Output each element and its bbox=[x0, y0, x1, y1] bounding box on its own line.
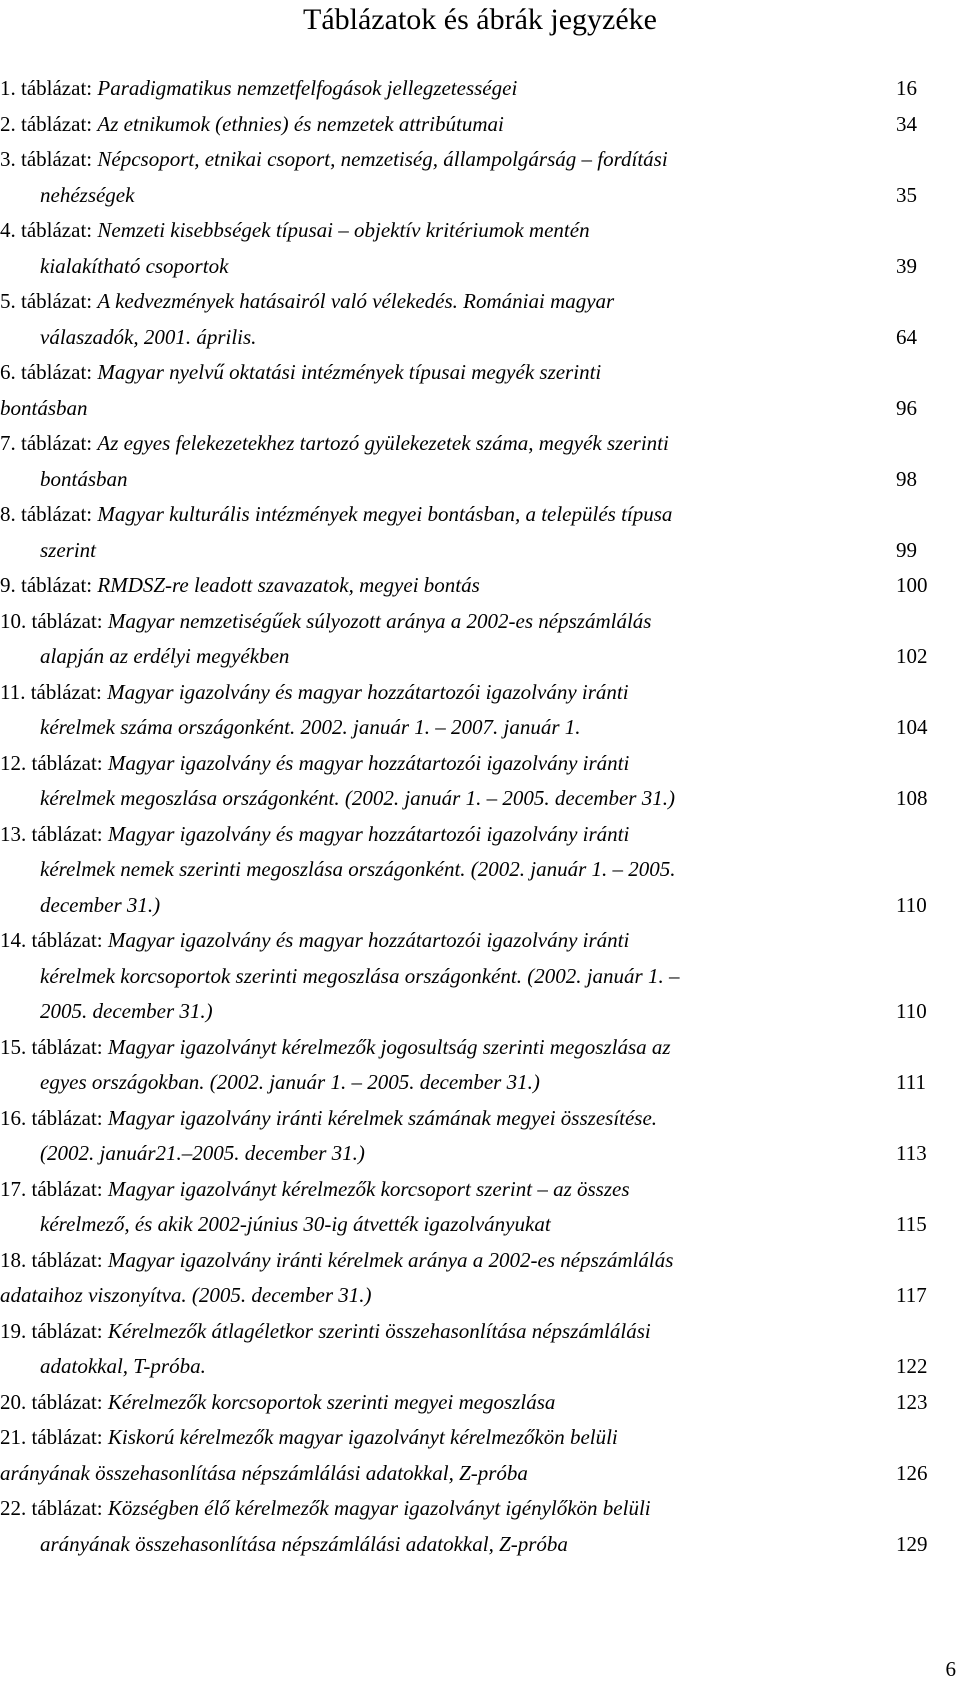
toc-entry-title: adataihoz viszonyítva. (2005. december 31.) bbox=[0, 1283, 372, 1307]
toc-entry-page-number: 98 bbox=[896, 466, 917, 491]
toc-entry-title: kialakítható csoportok bbox=[40, 253, 229, 278]
toc-entry-title: válaszadók, 2001. április. bbox=[40, 324, 257, 349]
toc-entry-label: 9. táblázat: bbox=[0, 573, 93, 597]
toc-entry-title: kérelmező, és akik 2002-június 30-ig átvették igazolványukat bbox=[40, 1212, 551, 1236]
toc-entry-line bbox=[0, 1491, 960, 1527]
toc-entry-line bbox=[0, 355, 960, 391]
toc-entry-title: Magyar igazolvány iránti kérelmek aránya a 2002-es népszámlálás bbox=[107, 1247, 674, 1272]
toc-entry-title: Kiskorú kérelmezők magyar igazolványt kérelmezőkön belüli bbox=[107, 1425, 618, 1449]
toc-entry-title: Magyar igazolvány és magyar hozzátartozói igazolvány iránti bbox=[107, 750, 630, 775]
toc-entry-line bbox=[0, 142, 960, 178]
toc-entry-line bbox=[0, 959, 960, 995]
toc-entry bbox=[0, 1172, 960, 1243]
toc-entry-page-number: 129 bbox=[896, 1531, 928, 1556]
toc-entry-line bbox=[0, 781, 960, 817]
toc-entry bbox=[0, 1101, 960, 1172]
toc-entry-line bbox=[0, 994, 960, 1030]
toc-entry-line bbox=[0, 249, 960, 285]
toc-entry-page-number: 39 bbox=[896, 253, 917, 278]
toc-entry-line bbox=[0, 1243, 960, 1279]
toc-entry-page-number: 117 bbox=[896, 1283, 927, 1307]
toc-entry-label: 20. táblázat: bbox=[0, 1389, 103, 1414]
toc-entry-page-number: 34 bbox=[896, 111, 917, 136]
toc-entry-line bbox=[0, 462, 960, 498]
toc-entry-line bbox=[0, 817, 960, 853]
toc-entry bbox=[0, 497, 960, 568]
toc-entry-line bbox=[0, 1385, 960, 1421]
toc-entry-line bbox=[0, 604, 960, 640]
toc-entry-line bbox=[0, 284, 960, 320]
toc-entry-title: RMDSZ-re leadott szavazatok, megyei bontás bbox=[97, 573, 480, 597]
toc-entry bbox=[0, 1314, 960, 1385]
toc-entry-page-number: 100 bbox=[896, 573, 928, 597]
toc-entry-line bbox=[0, 639, 960, 675]
page-title: Táblázatok és ábrák jegyzéke bbox=[303, 3, 657, 36]
toc-entry-page-number: 126 bbox=[896, 1460, 928, 1485]
toc-entry bbox=[0, 426, 960, 497]
toc-entry-line bbox=[0, 888, 960, 924]
toc-entry-page-number: 108 bbox=[896, 786, 928, 810]
toc-entry bbox=[0, 107, 960, 143]
toc-entry-label: 21. táblázat: bbox=[0, 1425, 103, 1449]
toc-entry-label: 4. táblázat: bbox=[0, 218, 93, 242]
toc-entry bbox=[0, 604, 960, 675]
toc-entry-page-number: 104 bbox=[896, 715, 928, 739]
footer-page-number: 6 bbox=[945, 1657, 956, 1681]
toc-entry bbox=[0, 817, 960, 924]
toc-entry-title: Kérelmezők korcsoportok szerinti megyei megoszlása bbox=[107, 1389, 556, 1414]
toc-entry-title: adatokkal, T-próba. bbox=[40, 1354, 206, 1378]
toc-entry-label: 17. táblázat: bbox=[0, 1176, 103, 1201]
toc-entry-line bbox=[0, 533, 960, 569]
toc-entry-line bbox=[0, 1349, 960, 1385]
table-of-contents bbox=[0, 71, 960, 1562]
toc-entry-line bbox=[0, 1527, 960, 1563]
toc-entry-title: A kedvezmények hatásairól való vélekedés. Romániai magyar bbox=[97, 289, 615, 313]
toc-entry-title: Községben élő kérelmezők magyar igazolványt igénylőkön belüli bbox=[107, 1496, 651, 1520]
toc-entry-page-number: 113 bbox=[896, 1141, 927, 1165]
toc-entry-line bbox=[0, 568, 960, 604]
toc-entry-label: 13. táblázat: bbox=[0, 821, 103, 846]
toc-entry bbox=[0, 1420, 960, 1491]
toc-entry-label: 8. táblázat: bbox=[0, 502, 93, 526]
toc-entry-line bbox=[0, 497, 960, 533]
toc-entry-line bbox=[0, 746, 960, 782]
toc-entry-title: egyes országokban. (2002. január 1. – 2005. december 31.) bbox=[40, 1070, 540, 1094]
toc-entry-title: kérelmek nemek szerinti megoszlása országonként. (2002. január 1. – 2005. bbox=[40, 857, 676, 881]
toc-entry-title: arányának összehasonlítása népszámlálási adatokkal, Z-próba bbox=[0, 1460, 528, 1485]
toc-entry-title: Magyar nemzetiségűek súlyozott aránya a 2002-es népszámlálás bbox=[107, 608, 652, 633]
toc-entry-label: 12. táblázat: bbox=[0, 750, 103, 775]
toc-entry-line bbox=[0, 1314, 960, 1350]
toc-entry-label: 14. táblázat: bbox=[0, 928, 103, 952]
toc-entry-line bbox=[0, 1030, 960, 1066]
toc-entry-line bbox=[0, 852, 960, 888]
toc-entry-page-number: 115 bbox=[896, 1212, 927, 1236]
toc-entry-label: 2. táblázat: bbox=[0, 111, 93, 136]
toc-entry-title: december 31.) bbox=[40, 892, 161, 917]
toc-entry-title: nehézségek bbox=[40, 182, 135, 207]
toc-entry-page-number: 122 bbox=[896, 1354, 928, 1378]
toc-entry-page-number: 99 bbox=[896, 537, 917, 562]
toc-entry-title: Magyar nyelvű oktatási intézmények típusai megyék szerinti bbox=[97, 360, 602, 384]
toc-entry bbox=[0, 1030, 960, 1101]
toc-entry-title: Magyar igazolvány és magyar hozzátartozói igazolvány iránti bbox=[107, 928, 630, 952]
toc-entry-label: 10. táblázat: bbox=[0, 608, 103, 633]
toc-entry-title: Magyar igazolvány iránti kérelmek számának megyei összesítése. bbox=[107, 1105, 658, 1130]
toc-entry-title: Magyar igazolvány és magyar hozzátartozói igazolvány iránti bbox=[107, 679, 629, 704]
toc-entry-label: 18. táblázat: bbox=[0, 1247, 103, 1272]
toc-entry-page-number: 110 bbox=[896, 999, 927, 1023]
toc-entry-title: kérelmek megoszlása országonként. (2002. január 1. – 2005. december 31.) bbox=[40, 786, 675, 810]
toc-entry-line bbox=[0, 675, 960, 711]
toc-entry-page-number: 96 bbox=[896, 395, 917, 420]
toc-entry-label: 6. táblázat: bbox=[0, 360, 93, 384]
toc-entry-page-number: 35 bbox=[896, 182, 917, 207]
toc-entry-title: Az egyes felekezetekhez tartozó gyülekezetek száma, megyék szerinti bbox=[97, 431, 669, 455]
toc-entry-page-number: 111 bbox=[896, 1070, 926, 1094]
toc-entry-label: 15. táblázat: bbox=[0, 1034, 103, 1059]
toc-entry-line bbox=[0, 178, 960, 214]
toc-entry-label: 19. táblázat: bbox=[0, 1318, 103, 1343]
toc-entry-line bbox=[0, 71, 960, 107]
toc-entry-title: Magyar kulturális intézmények megyei bontásban, a település típusa bbox=[97, 502, 673, 526]
toc-entry-title: bontásban bbox=[0, 395, 88, 420]
toc-entry-line bbox=[0, 426, 960, 462]
toc-entry-title: kérelmek száma országonként. 2002. január 1. – 2007. január 1. bbox=[40, 715, 581, 739]
toc-entry-title: Az etnikumok (ethnies) és nemzetek attribútumai bbox=[97, 111, 504, 136]
toc-entry bbox=[0, 142, 960, 213]
toc-entry-page-number: 102 bbox=[896, 644, 928, 668]
toc-entry bbox=[0, 746, 960, 817]
toc-entry-page-number: 123 bbox=[896, 1389, 928, 1414]
toc-entry-label: 22. táblázat: bbox=[0, 1496, 103, 1520]
toc-entry-title: alapján az erdélyi megyékben bbox=[40, 644, 290, 668]
toc-entry bbox=[0, 675, 960, 746]
toc-entry-title: (2002. január21.–2005. december 31.) bbox=[40, 1141, 365, 1165]
toc-entry-line bbox=[0, 320, 960, 356]
toc-entry-page-number: 16 bbox=[896, 76, 917, 100]
toc-entry-label: 3. táblázat: bbox=[0, 147, 93, 171]
toc-entry bbox=[0, 1491, 960, 1562]
toc-entry-line bbox=[0, 1456, 960, 1492]
toc-entry-title: Magyar igazolvány és magyar hozzátartozói igazolvány iránti bbox=[107, 821, 630, 846]
toc-entry bbox=[0, 923, 960, 1030]
toc-entry-label: 7. táblázat: bbox=[0, 431, 93, 455]
toc-entry-title: Paradigmatikus nemzetfelfogások jellegzetességei bbox=[97, 76, 518, 100]
toc-entry-line bbox=[0, 1065, 960, 1101]
toc-entry-title: bontásban bbox=[40, 466, 128, 491]
toc-entry-line bbox=[0, 213, 960, 249]
toc-entry-title: Magyar igazolványt kérelmezők jogosultság szerinti megoszlása az bbox=[107, 1034, 671, 1059]
toc-entry-title: Kérelmezők átlagéletkor szerinti összehasonlítása népszámlálási bbox=[107, 1318, 651, 1343]
toc-entry-line bbox=[0, 710, 960, 746]
toc-entry-label: 1. táblázat: bbox=[0, 76, 93, 100]
toc-entry-line bbox=[0, 107, 960, 143]
toc-entry-line bbox=[0, 1101, 960, 1137]
toc-entry-label: 11. táblázat: bbox=[0, 679, 102, 704]
toc-entry bbox=[0, 284, 960, 355]
toc-entry-title: Népcsoport, etnikai csoport, nemzetiség, állampolgárság – fordítási bbox=[97, 147, 668, 171]
toc-entry-line bbox=[0, 391, 960, 427]
toc-entry bbox=[0, 71, 960, 107]
toc-entry bbox=[0, 1243, 960, 1314]
toc-entry-title: szerint bbox=[40, 537, 97, 562]
toc-entry-line bbox=[0, 1172, 960, 1208]
toc-entry-line bbox=[0, 1136, 960, 1172]
toc-entry-label: 16. táblázat: bbox=[0, 1105, 103, 1130]
toc-entry bbox=[0, 568, 960, 604]
toc-entry-title: Nemzeti kisebbségek típusai – objektív kritériumok mentén bbox=[97, 218, 590, 242]
toc-entry-title: arányának összehasonlítása népszámlálási adatokkal, Z-próba bbox=[40, 1531, 568, 1556]
toc-entry-line bbox=[0, 1420, 960, 1456]
toc-entry-line bbox=[0, 923, 960, 959]
toc-entry-title: 2005. december 31.) bbox=[40, 999, 213, 1023]
toc-entry-title: Magyar igazolványt kérelmezők korcsoport szerint – az összes bbox=[107, 1176, 630, 1201]
toc-entry-line bbox=[0, 1207, 960, 1243]
toc-entry-page-number: 64 bbox=[896, 324, 917, 349]
toc-entry bbox=[0, 1385, 960, 1421]
toc-entry-label: 5. táblázat: bbox=[0, 289, 93, 313]
toc-entry bbox=[0, 213, 960, 284]
toc-entry-line bbox=[0, 1278, 960, 1314]
toc-entry-page-number: 110 bbox=[896, 892, 927, 917]
toc-entry-title: kérelmek korcsoportok szerinti megoszlása országonként. (2002. január 1. – bbox=[40, 963, 680, 988]
toc-entry bbox=[0, 355, 960, 426]
